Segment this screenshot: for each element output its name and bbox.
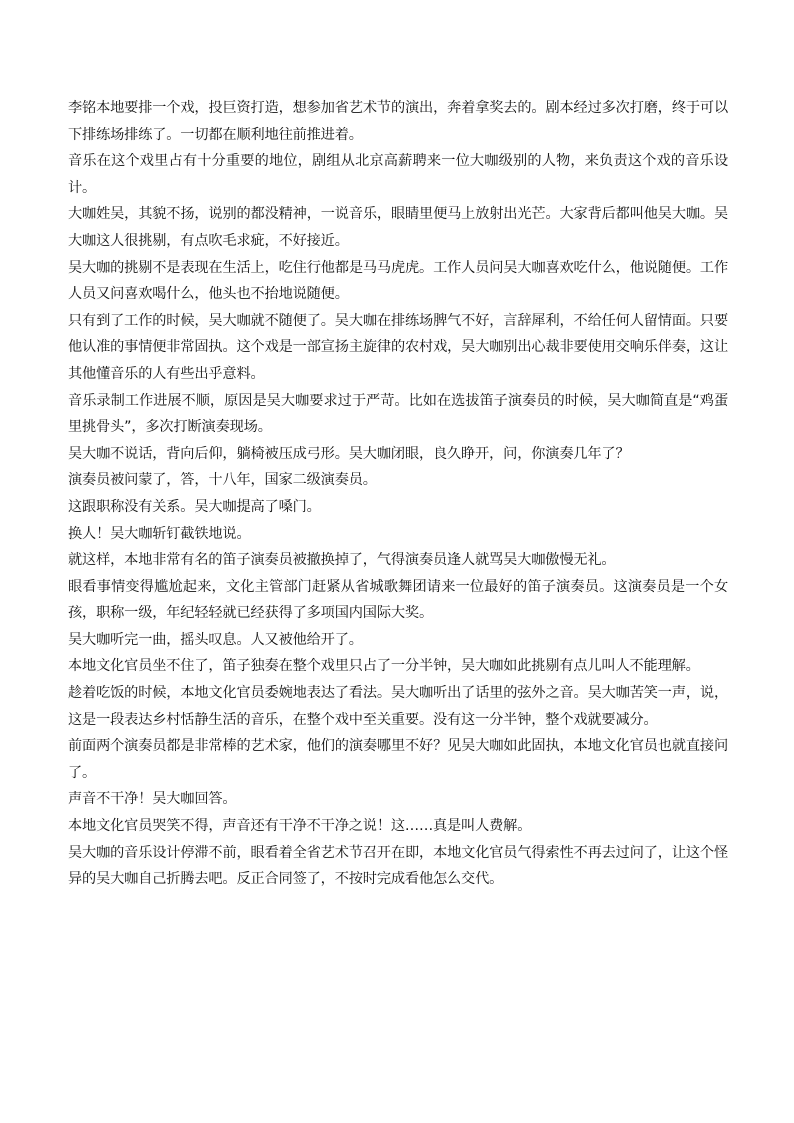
paragraph: 吴大咖不说话，背向后仰，躺椅被压成弓形。吴大咖闭眼，良久睁开，问，你演奏几年了？ bbox=[68, 445, 630, 462]
paragraph: 本地文化官员坐不住了，笛子独奏在整个戏里只占了一分半钟，吴大咖如此挑剔有点儿叫人不能理解。 bbox=[68, 658, 700, 675]
paragraph: 前面两个演奏员都是非常棒的艺术家，他们的演奏哪里不好？见吴大咖如此固执，本地文化官员也就直接问了。 bbox=[68, 738, 728, 781]
paragraph: 音乐在这个戏里占有十分重要的地位，剧组从北京高薪聘来一位大咖级别的人物，来负责这个戏的音乐设计。 bbox=[68, 153, 728, 196]
paragraph: 声音不干净！吴大咖回答。 bbox=[68, 791, 237, 808]
paragraph: 演奏员被问蒙了，答，十八年，国家二级演奏员。 bbox=[68, 472, 377, 489]
paragraph: 这跟职称没有关系。吴大咖提高了嗓门。 bbox=[68, 498, 321, 515]
paragraph: 音乐录制工作进展不顺，原因是吴大咖要求过于严苛。比如在选拔笛子演奏员的时候，吴大咖简直是“鸡蛋里挑骨头”，多次打断演奏现场。 bbox=[68, 392, 728, 436]
paragraph: 趁着吃饭的时候，本地文化官员委婉地表达了看法。吴大咖听出了话里的弦外之音。吴大咖苦笑一声，说，这是一段表达乡村恬静生活的音乐，在整个戏中至关重要。没有这一分半钟，整个戏就要减分。 bbox=[68, 685, 728, 728]
story-body bbox=[68, 95, 728, 893]
paragraph: 李铭本地要排一个戏，投巨资打造，想参加省艺术节的演出，奔着拿奖去的。剧本经过多次打磨，终于可以下排练场排练了。一切都在顺利地往前推进着。 bbox=[68, 100, 728, 143]
paragraph: 就这样，本地非常有名的笛子演奏员被撤换掉了，气得演奏员逢人就骂吴大咖傲慢无礼。 bbox=[68, 552, 616, 569]
paragraph: 吴大咖的音乐设计停滞不前，眼看着全省艺术节召开在即，本地文化官员气得索性不再去过问了，让这个怪异的吴大咖自己折腾去吧。反正合同签了，不按时完成看他怎么交代。 bbox=[68, 844, 728, 888]
paragraph: 换人！吴大咖斩钉截铁地说。 bbox=[68, 525, 251, 542]
paragraph: 眼看事情变得尴尬起来，文化主管部门赶紧从省城歌舞团请来一位最好的笛子演奏员。这演奏员是一个女孩，职称一级，年纪轻轻就已经获得了多项国内国际大奖。 bbox=[68, 578, 728, 622]
paragraph: 吴大咖的挑剔不是表现在生活上，吃住行他都是马马虎虎。工作人员问吴大咖喜欢吃什么，他说随便。工作人员又问喜欢喝什么，他头也不抬地说随便。 bbox=[68, 259, 728, 303]
paragraph: 本地文化官员哭笑不得，声音还有干净不干净之说！这……真是叫人费解。 bbox=[68, 818, 532, 835]
paragraph: 大咖姓吴，其貌不扬，说别的都没精神，一说音乐，眼睛里便马上放射出光芒。大家背后都叫他吴大咖。吴大咖这人很挑剔，有点吹毛求疵，不好接近。 bbox=[68, 206, 728, 249]
paragraph: 吴大咖听完一曲，摇头叹息。人又被他给开了。 bbox=[68, 631, 363, 648]
paragraph: 只有到了工作的时候，吴大咖就不随便了。吴大咖在排练场脾气不好，言辞犀利，不给任何人留情面。只要他认准的事情便非常固执。这个戏是一部宣扬主旋律的农村戏，吴大咖别出心裁非要使用交响乐伴奏，这让其他懂音乐的人有些出乎意料。 bbox=[68, 312, 728, 382]
